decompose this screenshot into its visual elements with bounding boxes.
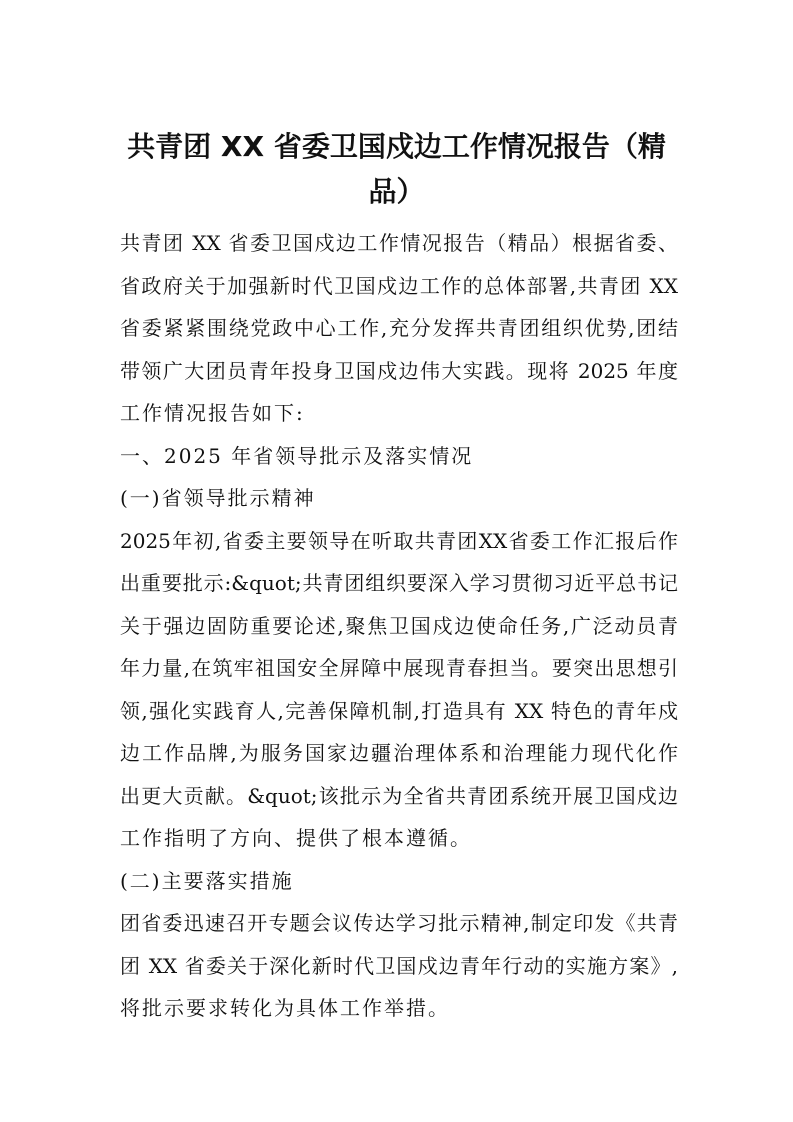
text-line: 团省委迅速召开专题会议传达学习批示精神,制定印发《共青 [120,911,678,935]
text-line: 省委紧紧围绕党政中心工作,充分发挥共青团组织优势,团结 [120,316,678,340]
text-line: 带领广大团员青年投身卫国戍边伟大实践。现将 2025 年度 [120,358,678,383]
text-line: 关于强边固防重要论述,聚焦卫国戍边使命任务,广泛动员青 [120,613,678,638]
text-line: 2025年初,省委主要领导在听取共青团XX省委工作汇报后作 [120,528,678,553]
text-line: 年力量,在筑牢祖国安全屏障中展现青春担当。要突出思想引 [120,656,678,680]
text-line: 一、2025 年省领导批示及落实情况 [120,443,474,468]
text-line: 边工作品牌,为服务国家边疆治理体系和治理能力现代化作 [120,741,678,765]
document-title-line-1: 共青团 XX 省委卫国戍边工作情况报告（精 [127,130,666,163]
text-line: 工作情况报告如下: [120,401,305,425]
text-line: 出更大贡献。&quot;该批示为全省共青团系统开展卫国戍边 [120,783,678,808]
document-body [120,222,678,1030]
text-line: 领,强化实践育人,完善保障机制,打造具有 XX 特色的青年戍 [120,698,678,723]
text-line: 工作指明了方向、提供了根本遵循。 [120,826,472,850]
text-line: (一)省领导批示精神 [120,486,316,510]
text-line: 团 XX 省委关于深化新时代卫国戍边青年行动的实施方案》, [120,953,678,978]
text-line: 出重要批示:&quot;共青团组织要深入学习贯彻习近平总书记 [120,571,678,595]
text-line: 省政府关于加强新时代卫国戍边工作的总体部署,共青团 XX [120,273,678,298]
text-line: (二)主要落实措施 [120,868,294,893]
text-line: 共青团 XX 省委卫国戍边工作情况报告（精品）根据省委、 [120,231,678,255]
text-line: 将批示要求转化为具体工作举措。 [120,996,450,1020]
document-title-line-2: 品） [368,175,425,208]
